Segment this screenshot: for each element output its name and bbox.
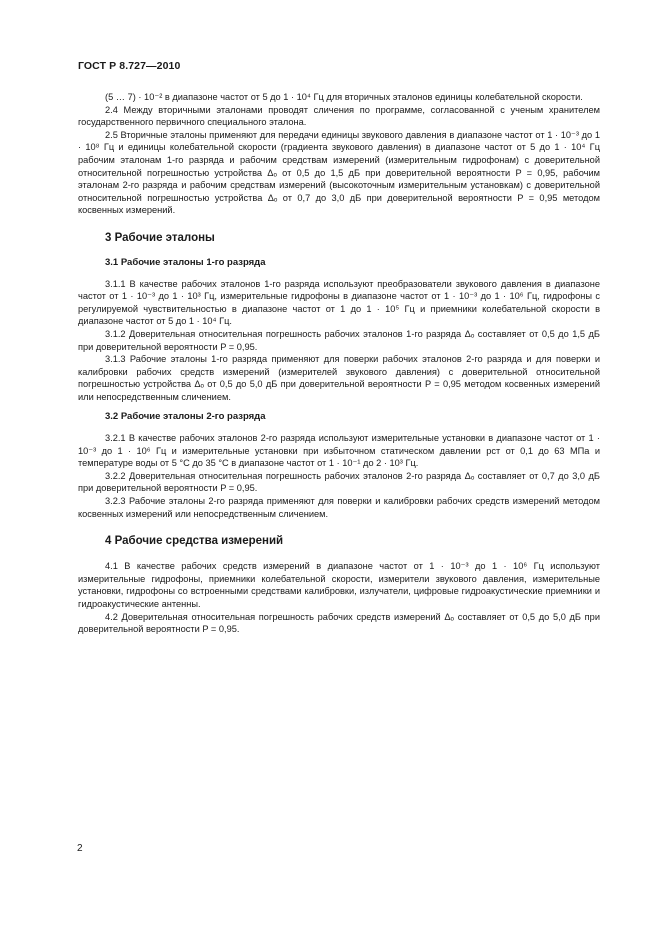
section-heading-4: 4 Рабочие средства измерений [105,535,284,548]
paragraph-3-2-2: 3.2.2 Доверительная относительная погрешность рабочих эталонов 2-го разряда Δₒ составляет от 0,7 до 3,0 дБ при доверительной вероятности P = 0,95. [78,470,600,494]
paragraph-3-2-1: 3.2.1 В качестве рабочих эталонов 2-го разряда используют измерительные установки в диапазоне частот от 1 · 10⁻³ до 1 · 10⁶ Гц и измерительные установки при избыточном статическом давлении pст от 0,1 до 63 МПа и температуре воды от 5 °С до 35 °С в диапазоне частот от 1 · 10⁻¹ до 2 · 10³ Гц. [78,433,600,469]
page-number: 2 [77,843,83,854]
paragraph-3-1-1: 3.1.1 В качестве рабочих эталонов 1-го разряда используют преобразователи звукового давления в диапазоне частот от 1 · 10⁻³ до 1 · 10³ Гц, измерительные гидрофоны в диапазоне частот от 1 · 10⁻³ до 1 · 10⁶ Гц, гидрофоны с регулируемой чувствительностью в диапазоне частот от 1 до 1 · 10⁵ Гц и приемники колебательной скорости в диапазоне частот от 5 до 1 · 10⁴ Гц. [78,278,600,327]
paragraph-2-4: 2.4 Между вторичными эталонами проводят сличения по программе, согласованной с ученым хранителем государственного первичного специального эталона. [78,104,600,128]
paragraph-2-5: 2.5 Вторичные эталоны применяют для передачи единицы звукового давления в диапазоне частот от 1 · 10⁻³ до 1 · 10⁸ Гц и единицы колебательной скорости (градиента звукового давления) в диапазоне частот от 5 до 1 · 10⁴ Гц рабочим эталонам 1-го разряда и рабочим средствам измерений (измерительным гидрофонам) с доверительной относительной погрешностью устройства Δₒ от 0,5 до 1,5 дБ при доверительной вероятности P = 0,95, рабочим эталонам 2-го разряда и рабочим средствам измерений (высокоточным измерительным установкам) с доверительной относительной погрешностью устройства Δₒ от 0,7 до 3,0 дБ при доверительной вероятности P = 0,95 методом косвенных измерений. [78,129,600,216]
paragraph-3-1-2: 3.1.2 Доверительная относительная погрешность рабочих эталонов 1-го разряда Δₒ составляет от 0,5 до 1,5 дБ при доверительной вероятности P = 0,95. [78,328,600,352]
document-body [78,91,600,636]
subsection-heading-3-2: 3.2 Рабочие эталоны 2-го разряда [105,411,266,423]
paragraph-4-2: 4.2 Доверительная относительная погрешность рабочих средств измерений Δₒ составляет от 0,5 до 5,0 дБ при доверительной вероятности P = 0,95. [78,611,600,635]
subsection-heading-3-1: 3.1 Рабочие эталоны 1-го разряда [105,256,266,268]
paragraph-3-1-3: 3.1.3 Рабочие эталоны 1-го разряда применяют для поверки рабочих эталонов 2-го разряда и для поверки и калибровки рабочих средств измерений (измерителей звукового давления) с доверительной относительной погрешностью устройства Δₒ от 0,5 до 5,0 дБ при доверительной вероятности P = 0,95 методом косвенных измерений или непосредственным сличением. [78,354,600,402]
document-header: ГОСТ Р 8.727—2010 [78,60,181,72]
paragraph-2-3-continuation: (5 … 7) · 10⁻² в диапазоне частот от 5 до 1 · 10⁴ Гц для вторичных эталонов единицы колебательной скорости. [105,92,583,102]
paragraph-4-1: 4.1 В качестве рабочих средств измерений в диапазоне частот от 1 · 10⁻³ до 1 · 10⁶ Гц используют измерительные гидрофоны, приемники колебательной скорости, измерители звукового давления, измерительные установки, гидрофоны со встроенными средствами калибровки, излучатели, цифровые гидроакустические приемники и гидроакустические антенны. [78,561,600,609]
paragraph-3-2-3: 3.2.3 Рабочие эталоны 2-го разряда применяют для поверки и калибровки рабочих средств измерений методом косвенных измерений или непосредственным сличением. [78,496,600,519]
section-heading-3: 3 Рабочие эталоны [105,231,215,244]
